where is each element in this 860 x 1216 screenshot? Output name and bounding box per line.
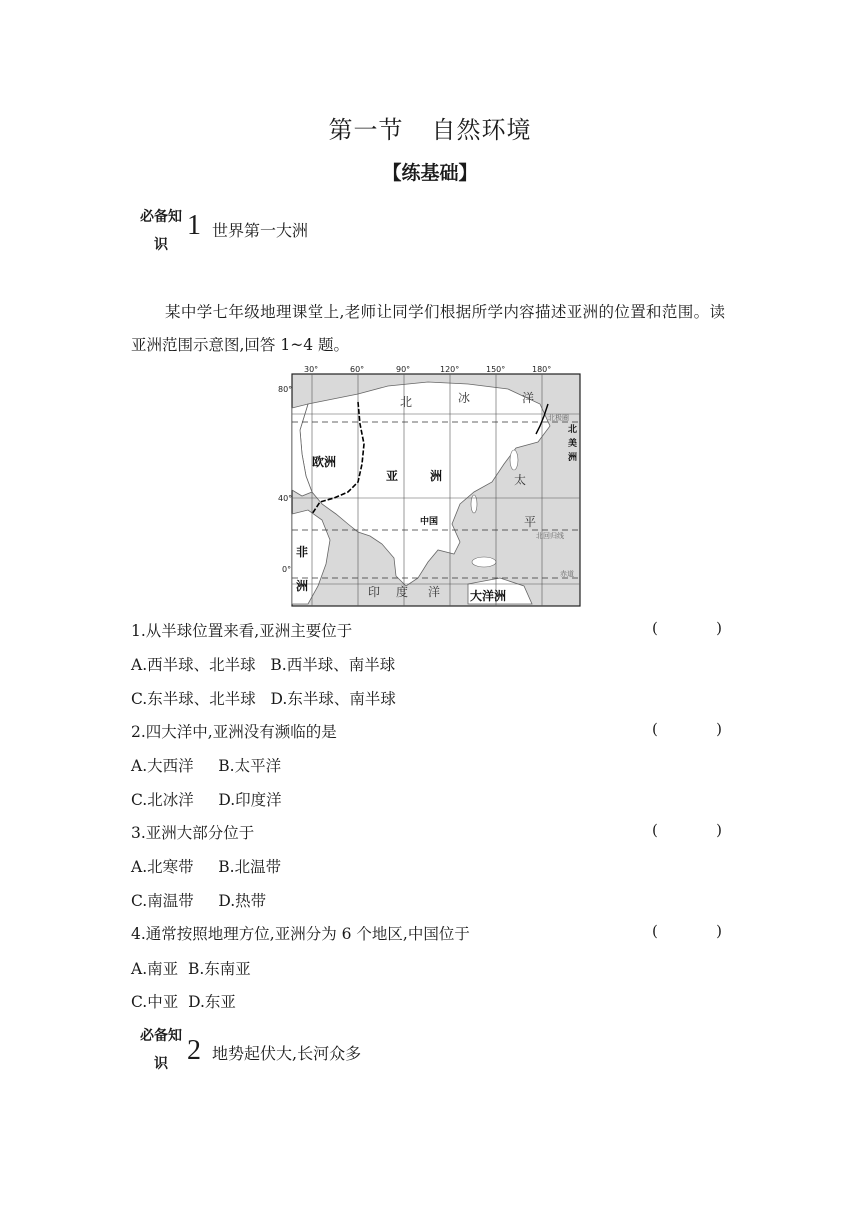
label-arctic-bing: 冰	[458, 391, 471, 405]
paren-open: (	[652, 922, 658, 940]
question-2-options-line-2: C.北冰洋 D.印度洋	[131, 791, 282, 809]
label-africa-fei: 非	[296, 545, 309, 559]
lat-label-80: 80°	[278, 385, 293, 394]
kp-label-line1: 必备知	[140, 209, 182, 225]
section-number: 第一节	[328, 116, 404, 144]
label-na-bei: 北	[568, 425, 578, 435]
practice-heading: 【练基础】	[382, 162, 478, 184]
label-arctic-circle: 北极圈	[548, 414, 569, 422]
section-title: 自然环境	[431, 116, 532, 144]
paren-open: (	[652, 720, 658, 738]
question-4-options-line-1: A.南亚 B.东南亚	[131, 960, 251, 978]
lon-label-150: 150°	[486, 365, 506, 374]
question-2-options-line-1: A.大西洋 B.太平洋	[131, 757, 282, 775]
label-equator: 赤道	[560, 570, 574, 578]
question-4-answer-blank[interactable]	[652, 922, 722, 940]
label-indian-yin: 印	[368, 585, 381, 599]
label-pacific-ping: 平	[524, 515, 537, 529]
intro-paragraph: 某中学七年级地理课堂上,老师让同学们根据所学内容描述亚洲的位置和范围。读亚洲范围示意图,回答 1~4 题。	[131, 303, 725, 354]
lon-label-90: 90°	[396, 365, 411, 374]
paren-close: )	[716, 619, 722, 637]
label-na-mei: 美	[568, 439, 578, 449]
question-4-options-line-2: C.中亚 D.东亚	[131, 993, 236, 1011]
question-3-answer-blank[interactable]	[652, 821, 722, 839]
question-3-options-line-1: A.北寒带 B.北温带	[131, 858, 282, 876]
question-4-stem: 4.通常按照地理方位,亚洲分为 6 个地区,中国位于	[131, 925, 470, 943]
paren-close: )	[716, 922, 722, 940]
label-arctic-yang: 洋	[522, 391, 535, 405]
label-europe: 欧洲	[312, 455, 337, 469]
lon-label-180: 180°	[532, 365, 552, 374]
knowledge-point-number-1: 1	[187, 210, 201, 241]
lat-label-0: 0°	[282, 565, 292, 574]
paren-open: (	[652, 619, 658, 637]
question-1-answer-blank[interactable]	[652, 619, 722, 637]
label-china: 中国	[420, 517, 439, 527]
island-1	[472, 557, 496, 567]
question-3-stem: 3.亚洲大部分位于	[131, 824, 255, 842]
question-1-stem: 1.从半球位置来看,亚洲主要位于	[131, 622, 353, 640]
asia-range-map	[278, 364, 584, 608]
kp-label-line1: 必备知	[140, 1028, 182, 1044]
label-asia-ya: 亚	[386, 469, 399, 483]
label-tropic-cancer: 北回归线	[536, 532, 564, 540]
page-title	[0, 110, 860, 145]
question-1-options-line-2: C.东半球、北半球 D.东半球、南半球	[131, 690, 396, 708]
label-pacific-tai: 太	[514, 473, 527, 487]
lon-label-60: 60°	[350, 365, 365, 374]
question-3-options-line-2: C.南温带 D.热带	[131, 892, 267, 910]
lon-label-30: 30°	[304, 365, 319, 374]
knowledge-point-number-2: 2	[187, 1035, 201, 1066]
paren-open: (	[652, 821, 658, 839]
paren-close: )	[716, 720, 722, 738]
label-arctic-bei: 北	[400, 395, 413, 409]
label-asia-zhou: 洲	[430, 469, 443, 483]
knowledge-point-title-1: 世界第一大洲	[212, 221, 309, 240]
lon-label-120: 120°	[440, 365, 460, 374]
paren-close: )	[716, 821, 722, 839]
knowledge-point-label-1	[131, 203, 191, 259]
label-indian-yang: 洋	[428, 585, 441, 599]
label-indian-du: 度	[396, 585, 409, 599]
lat-label-40: 40°	[278, 494, 293, 503]
knowledge-point-label-2	[131, 1022, 191, 1078]
question-2-stem: 2.四大洋中,亚洲没有濒临的是	[131, 723, 337, 741]
question-1-options-line-1: A.西半球、北半球 B.西半球、南半球	[131, 656, 396, 674]
knowledge-point-title-2: 地势起伏大,长河众多	[212, 1044, 362, 1063]
island-3	[510, 450, 518, 470]
kp-label-line2: 识	[154, 237, 168, 253]
kp-label-line2: 识	[154, 1056, 168, 1072]
label-na-zhou: 洲	[568, 453, 578, 463]
question-2-answer-blank[interactable]	[652, 720, 722, 738]
label-oceania: 大洋洲	[470, 589, 507, 603]
label-africa-zhou: 洲	[296, 579, 309, 593]
